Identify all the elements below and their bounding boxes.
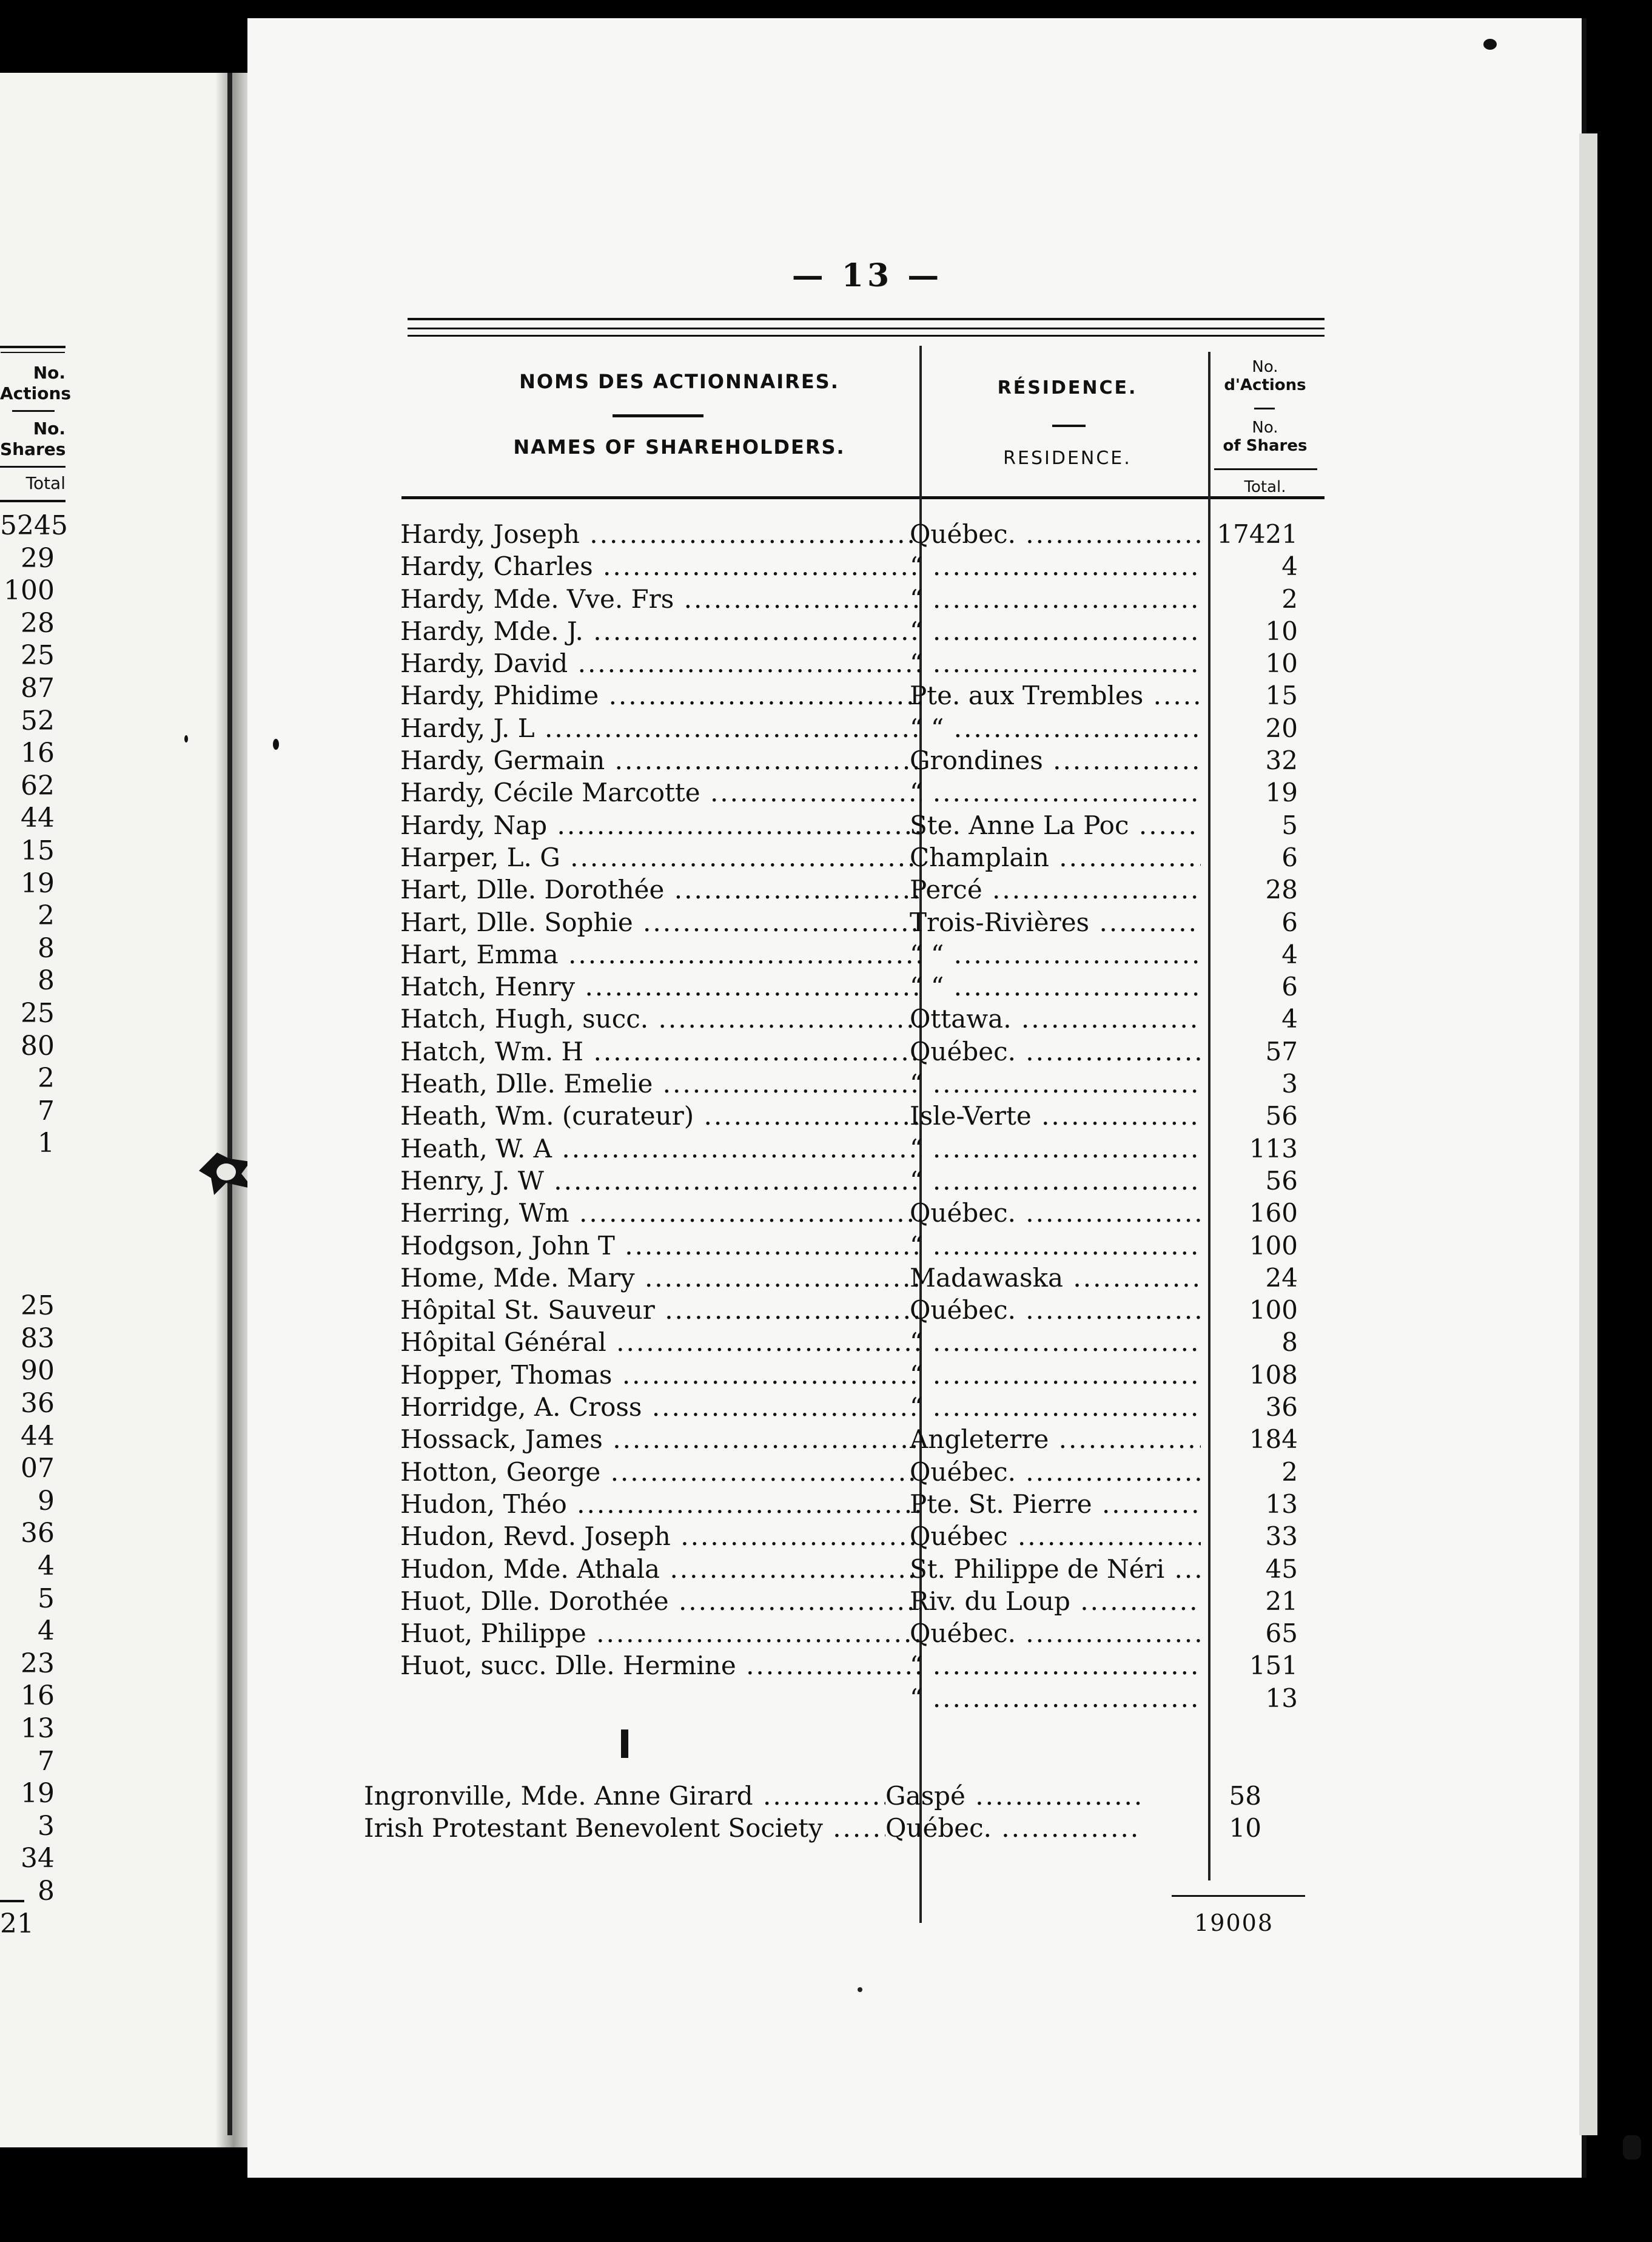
shareholder-residence: Québec. ..... bbox=[910, 1617, 1201, 1649]
header-rule-top-3 bbox=[408, 335, 1325, 337]
table-row bbox=[364, 1197, 1310, 1229]
shareholder-residence: “ ..... bbox=[910, 583, 1201, 615]
shareholder-shares: 4 bbox=[1281, 551, 1298, 582]
shareholder-shares: 32 bbox=[1265, 746, 1298, 776]
header-names-dash bbox=[613, 414, 703, 417]
left-value: 28 bbox=[21, 607, 55, 639]
header-shares-no-2: No. bbox=[1252, 419, 1278, 437]
shareholder-name: Hôpital St. Sauveur ..... bbox=[400, 1294, 922, 1326]
left-value: 25 bbox=[21, 997, 55, 1029]
shareholder-name: Hatch, Henry ..... bbox=[400, 971, 922, 1003]
table-row bbox=[364, 1585, 1310, 1617]
left-value: 87 bbox=[21, 672, 55, 704]
shareholder-name: Hardy, J. L ..... bbox=[400, 712, 922, 744]
shareholder-name: Hardy, Nap ..... bbox=[400, 809, 922, 841]
table-row bbox=[364, 938, 1310, 971]
shareholder-name: Harper, L. G ..... bbox=[400, 841, 922, 874]
shareholder-residence: “ ..... bbox=[910, 776, 1201, 809]
shareholder-residence: “ “ ..... bbox=[910, 971, 1201, 1003]
left-header-shares bbox=[0, 419, 65, 460]
shareholder-shares: 108 bbox=[1249, 1359, 1298, 1390]
left-value: 15 bbox=[21, 835, 55, 866]
total-rule bbox=[1172, 1895, 1305, 1897]
table-row bbox=[364, 1165, 1310, 1197]
table-row bbox=[364, 518, 1310, 550]
shareholder-shares: 33 bbox=[1265, 1521, 1298, 1552]
left-value: 13 bbox=[21, 1712, 55, 1744]
left-header-total: Total bbox=[25, 473, 65, 493]
shareholder-shares: 6 bbox=[1281, 907, 1298, 937]
left-value: 2 bbox=[38, 1063, 55, 1094]
left-values-column bbox=[0, 510, 68, 1908]
table-row bbox=[364, 1488, 1310, 1520]
left-value: 16 bbox=[21, 1680, 55, 1712]
shareholder-name: Hardy, Cécile Marcotte ..... bbox=[400, 776, 922, 809]
shareholder-shares: 3 bbox=[1281, 1069, 1298, 1099]
margin-speck bbox=[184, 735, 188, 742]
shareholder-residence: “ ..... bbox=[910, 1391, 1201, 1423]
table-row bbox=[364, 1262, 1310, 1294]
shareholder-shares: 56 bbox=[1265, 1165, 1298, 1196]
shareholder-residence: Trois-Rivières ..... bbox=[910, 906, 1201, 938]
header-names-en: NAMES OF SHAREHOLDERS. bbox=[513, 436, 845, 459]
left-value: 100 bbox=[4, 575, 55, 607]
ink-dot bbox=[858, 1987, 862, 1992]
shareholder-name: Hotton, George ..... bbox=[400, 1456, 922, 1488]
table-row bbox=[364, 1456, 1310, 1488]
table-row bbox=[364, 1003, 1310, 1035]
shareholder-shares: 100 bbox=[1249, 1295, 1298, 1325]
shareholder-name: Hopper, Thomas ..... bbox=[400, 1359, 922, 1391]
shareholder-residence: “ ..... bbox=[910, 1133, 1201, 1165]
shareholder-shares: 113 bbox=[1249, 1133, 1298, 1163]
left-value: 62 bbox=[21, 770, 55, 801]
shareholder-residence: “ ..... bbox=[910, 1068, 1201, 1100]
table-row bbox=[364, 615, 1310, 647]
left-value: 83 bbox=[21, 1322, 55, 1354]
left-value bbox=[0, 1225, 55, 1257]
shareholder-name: Hardy, Mde. J. ..... bbox=[400, 615, 922, 647]
table-row bbox=[364, 1553, 1310, 1585]
shareholder-shares: 184 bbox=[1249, 1424, 1298, 1455]
shareholder-shares: 20 bbox=[1265, 713, 1298, 743]
left-value: 1 bbox=[38, 1128, 55, 1159]
left-value: 44 bbox=[21, 803, 55, 834]
left-header-dash bbox=[12, 410, 55, 412]
shareholder-shares: 45 bbox=[1265, 1554, 1298, 1584]
shareholder-residence: Québec. ..... bbox=[910, 1197, 1201, 1229]
shareholder-residence: “ ..... bbox=[910, 1230, 1201, 1262]
shareholder-shares: 28 bbox=[1265, 875, 1298, 905]
shareholder-residence: Québec ..... bbox=[910, 1520, 1201, 1552]
table-row bbox=[364, 583, 1310, 615]
header-residence-dash bbox=[1052, 425, 1086, 427]
shareholder-name: Hatch, Hugh, succ. ..... bbox=[400, 1003, 922, 1035]
left-value: 4 bbox=[38, 1615, 55, 1647]
header-residence-en: RESIDENCE. bbox=[1003, 448, 1132, 469]
left-header-no: No. bbox=[33, 363, 65, 383]
left-value: 8 bbox=[38, 1875, 55, 1907]
table-row bbox=[364, 1359, 1310, 1391]
table-row bbox=[327, 1812, 1310, 1844]
shareholder-name: Hodgson, John T ..... bbox=[400, 1230, 922, 1262]
left-value: 4 bbox=[38, 1550, 55, 1581]
shareholder-name: Hardy, David ..... bbox=[400, 647, 922, 679]
shareholder-residence: Québec. ..... bbox=[910, 1294, 1201, 1326]
shareholder-name: Home, Mde. Mary ..... bbox=[400, 1262, 922, 1294]
shareholder-name: Heath, W. A ..... bbox=[400, 1133, 922, 1165]
shareholder-shares: 160 bbox=[1249, 1198, 1298, 1228]
left-value: 29 bbox=[21, 542, 55, 574]
shareholder-residence: Québec. ..... bbox=[885, 1812, 1140, 1844]
left-value: 19 bbox=[21, 1778, 55, 1809]
margin-speck bbox=[1483, 39, 1497, 50]
header-names-fr: NOMS DES ACTIONNAIRES. bbox=[519, 370, 839, 393]
shareholder-residence: Québec. ..... bbox=[910, 1456, 1201, 1488]
left-value: 52 bbox=[21, 705, 55, 736]
left-value bbox=[0, 1257, 55, 1290]
shareholder-shares: 10 bbox=[1265, 648, 1298, 679]
shareholder-shares: 4 bbox=[1281, 1004, 1298, 1034]
shareholder-name: Hardy, Joseph ..... bbox=[400, 518, 922, 550]
left-facing-page bbox=[0, 73, 240, 2147]
shareholder-name: Horridge, A. Cross ..... bbox=[400, 1391, 922, 1423]
left-value: 8 bbox=[38, 932, 55, 964]
table-row bbox=[364, 1133, 1310, 1165]
shareholder-shares: 15 bbox=[1265, 681, 1298, 711]
binding-line bbox=[227, 73, 232, 2135]
table-row bbox=[364, 776, 1310, 809]
table-row bbox=[364, 1035, 1310, 1068]
shareholder-shares: 8 bbox=[1281, 1327, 1298, 1358]
left-value: 2 bbox=[38, 900, 55, 932]
shareholder-name: Huot, Philippe ..... bbox=[400, 1617, 922, 1649]
left-value: 5245 bbox=[0, 510, 68, 541]
table-row bbox=[327, 1780, 1310, 1812]
shareholder-residence: Angleterre ..... bbox=[910, 1423, 1201, 1455]
shareholder-residence: “ ..... bbox=[910, 1682, 1201, 1714]
shareholder-name: Hatch, Wm. H ..... bbox=[400, 1035, 922, 1068]
shareholder-name: Hardy, Mde. Vve. Frs ..... bbox=[400, 583, 922, 615]
left-value: 25 bbox=[21, 1290, 55, 1322]
header-shares-dash-2 bbox=[1214, 468, 1317, 470]
header-rule-top-2 bbox=[408, 328, 1325, 329]
shareholder-shares: 6 bbox=[1281, 842, 1298, 872]
left-value: 7 bbox=[38, 1095, 55, 1126]
shareholder-shares: 4 bbox=[1281, 939, 1298, 969]
shareholder-name: Huot, succ. Dlle. Hermine ..... bbox=[400, 1649, 922, 1682]
table-row bbox=[364, 1326, 1310, 1358]
shareholder-residence: “ ..... bbox=[910, 1165, 1201, 1197]
shareholder-name: Hardy, Phidime ..... bbox=[400, 679, 922, 712]
shareholder-residence: “ ..... bbox=[910, 647, 1201, 679]
shareholder-list-i bbox=[327, 1780, 1310, 1845]
shareholder-name: Hôpital Général ..... bbox=[400, 1326, 922, 1358]
header-shares-label: of Shares bbox=[1223, 437, 1308, 455]
left-value: 9 bbox=[38, 1485, 55, 1517]
table-row bbox=[364, 1391, 1310, 1423]
shareholder-name: Heath, Dlle. Emelie ..... bbox=[400, 1068, 922, 1100]
table-row bbox=[364, 906, 1310, 938]
left-total: 21 bbox=[0, 1908, 34, 1939]
shareholder-residence: Québec. ..... bbox=[910, 518, 1201, 550]
table-row bbox=[364, 1617, 1310, 1649]
left-value: 90 bbox=[21, 1355, 55, 1387]
shareholder-shares: 151 bbox=[1249, 1651, 1298, 1681]
shareholder-name: Heath, Wm. (curateur) ..... bbox=[400, 1100, 922, 1132]
shareholder-shares: 36 bbox=[1265, 1392, 1298, 1422]
table-row bbox=[364, 1068, 1310, 1100]
shareholder-name: Hudon, Mde. Athala ..... bbox=[400, 1553, 922, 1585]
shareholder-name: Hudon, Revd. Joseph ..... bbox=[400, 1520, 922, 1552]
left-header-bottom-rule bbox=[0, 500, 65, 502]
shareholder-shares: 10 bbox=[1265, 616, 1298, 646]
shareholder-residence: St. Philippe de Néri ..... bbox=[910, 1553, 1201, 1585]
shareholder-name: Huot, Dlle. Dorothée ..... bbox=[400, 1585, 922, 1617]
left-value: 44 bbox=[21, 1420, 55, 1452]
left-header-actions-label: Actions bbox=[0, 383, 72, 403]
page-number: — 13 — bbox=[791, 257, 943, 294]
shareholder-name: Hart, Dlle. Sophie ..... bbox=[400, 906, 922, 938]
left-value: 36 bbox=[21, 1518, 55, 1549]
left-value: 16 bbox=[21, 738, 55, 769]
left-value: 19 bbox=[21, 867, 55, 899]
shareholder-name: Hardy, Charles ..... bbox=[400, 550, 922, 582]
margin-speck bbox=[273, 739, 279, 750]
shareholder-name: Hart, Dlle. Dorothée ..... bbox=[400, 874, 922, 906]
header-rule-top bbox=[408, 318, 1325, 320]
table-row bbox=[364, 971, 1310, 1003]
shareholder-residence: Champlain ..... bbox=[910, 841, 1201, 874]
shareholder-residence: “ “ ..... bbox=[910, 712, 1201, 744]
header-shares-total: Total. bbox=[1244, 478, 1286, 496]
left-total-rule bbox=[0, 1900, 24, 1902]
shareholder-residence: Percé ..... bbox=[910, 874, 1201, 906]
shareholder-residence: Québec. ..... bbox=[910, 1035, 1201, 1068]
left-header-shares-label: Shares bbox=[0, 439, 66, 459]
shareholder-residence: “ ..... bbox=[910, 1359, 1201, 1391]
shareholder-residence: Pte. aux Trembles ..... bbox=[910, 679, 1201, 712]
section-letter: I bbox=[617, 1723, 632, 1768]
shareholder-shares: 17421 bbox=[1217, 519, 1298, 549]
left-value: 8 bbox=[38, 965, 55, 997]
shareholder-residence: Grondines ..... bbox=[910, 744, 1201, 776]
left-header-no-2: No. bbox=[33, 419, 65, 439]
left-value: 7 bbox=[38, 1745, 55, 1777]
shareholder-residence: Isle-Verte ..... bbox=[910, 1100, 1201, 1132]
shareholder-residence: Gaspé ..... bbox=[885, 1780, 1140, 1812]
left-value: 34 bbox=[21, 1843, 55, 1874]
left-value: 80 bbox=[21, 1030, 55, 1062]
left-value: 5 bbox=[38, 1583, 55, 1614]
left-value: 23 bbox=[21, 1648, 55, 1679]
shareholder-shares: 100 bbox=[1249, 1230, 1298, 1261]
shareholder-residence: Ste. Anne La Poc ..... bbox=[910, 809, 1201, 841]
left-header-rule bbox=[0, 346, 65, 348]
left-value: 3 bbox=[38, 1810, 55, 1842]
left-header-dash-2 bbox=[0, 466, 65, 468]
table-row bbox=[364, 712, 1310, 744]
shareholder-shares: 10 bbox=[1229, 1813, 1261, 1843]
shareholder-shares: 2 bbox=[1281, 1456, 1298, 1487]
table-row bbox=[364, 1100, 1310, 1132]
header-shares-actions: d'Actions bbox=[1224, 376, 1306, 394]
shareholder-name: Herring, Wm ..... bbox=[400, 1197, 922, 1229]
shareholder-residence: “ ..... bbox=[910, 1326, 1201, 1358]
table-row bbox=[364, 841, 1310, 874]
left-header-actions bbox=[0, 363, 72, 404]
table-row bbox=[364, 744, 1310, 776]
left-value bbox=[0, 1192, 55, 1225]
left-value: 07 bbox=[21, 1453, 55, 1484]
shareholder-shares: 6 bbox=[1281, 972, 1298, 1002]
shareholder-shares: 5 bbox=[1281, 810, 1298, 840]
shareholder-shares: 21 bbox=[1265, 1586, 1298, 1616]
shareholder-shares: 58 bbox=[1229, 1781, 1261, 1811]
header-rule-bottom bbox=[401, 496, 1325, 499]
shareholder-list-h bbox=[364, 518, 1310, 1714]
shareholder-shares: 13 bbox=[1265, 1489, 1298, 1519]
shareholder-shares: 13 bbox=[1265, 1683, 1298, 1713]
shareholder-shares: 24 bbox=[1265, 1262, 1298, 1293]
left-value: 36 bbox=[21, 1388, 55, 1419]
shareholder-name: Hardy, Germain ..... bbox=[400, 744, 922, 776]
shareholder-residence: Pte. St. Pierre ..... bbox=[910, 1488, 1201, 1520]
shareholder-name: Irish Protestant Benevolent Society ..... bbox=[364, 1812, 885, 1844]
margin-speck bbox=[1623, 2135, 1641, 2160]
table-row bbox=[364, 1423, 1310, 1455]
shareholder-residence: Riv. du Loup ..... bbox=[910, 1585, 1201, 1617]
shareholder-residence: “ “ ..... bbox=[910, 938, 1201, 971]
grand-total: 19008 bbox=[1194, 1910, 1274, 1936]
shareholder-name: Henry, J. W ..... bbox=[400, 1165, 922, 1197]
header-residence-fr: RÉSIDENCE. bbox=[997, 377, 1138, 399]
table-row bbox=[364, 874, 1310, 906]
table-row bbox=[364, 647, 1310, 679]
table-row bbox=[364, 809, 1310, 841]
header-shares-no: No. bbox=[1252, 358, 1278, 376]
shareholder-shares: 2 bbox=[1281, 584, 1298, 614]
table-row bbox=[364, 1230, 1310, 1262]
shareholder-residence: Madawaska ..... bbox=[910, 1262, 1201, 1294]
table-row bbox=[364, 550, 1310, 582]
page-edge bbox=[1579, 133, 1597, 2135]
shareholder-residence: “ ..... bbox=[910, 615, 1201, 647]
table-row bbox=[364, 1520, 1310, 1552]
table-row bbox=[364, 1294, 1310, 1326]
shareholder-name: Hart, Emma ..... bbox=[400, 938, 922, 971]
shareholder-shares: 19 bbox=[1265, 778, 1298, 808]
shareholder-shares: 56 bbox=[1265, 1101, 1298, 1131]
shareholder-residence: Ottawa. ..... bbox=[910, 1003, 1201, 1035]
header-shares-dash bbox=[1254, 408, 1275, 409]
left-value bbox=[0, 1160, 55, 1193]
left-value: 25 bbox=[21, 640, 55, 672]
shareholder-name: Hossack, James ..... bbox=[400, 1423, 922, 1455]
shareholder-shares: 57 bbox=[1265, 1036, 1298, 1066]
shareholder-name: Hudon, Théo ..... bbox=[400, 1488, 922, 1520]
shareholder-residence: “ ..... bbox=[910, 1649, 1201, 1682]
shareholder-residence: “ ..... bbox=[910, 550, 1201, 582]
shareholder-name: Ingronville, Mde. Anne Girard ..... bbox=[364, 1780, 885, 1812]
table-row bbox=[364, 679, 1310, 712]
shareholder-shares: 65 bbox=[1265, 1618, 1298, 1649]
table-row bbox=[364, 1682, 1310, 1714]
table-row bbox=[364, 1649, 1310, 1682]
